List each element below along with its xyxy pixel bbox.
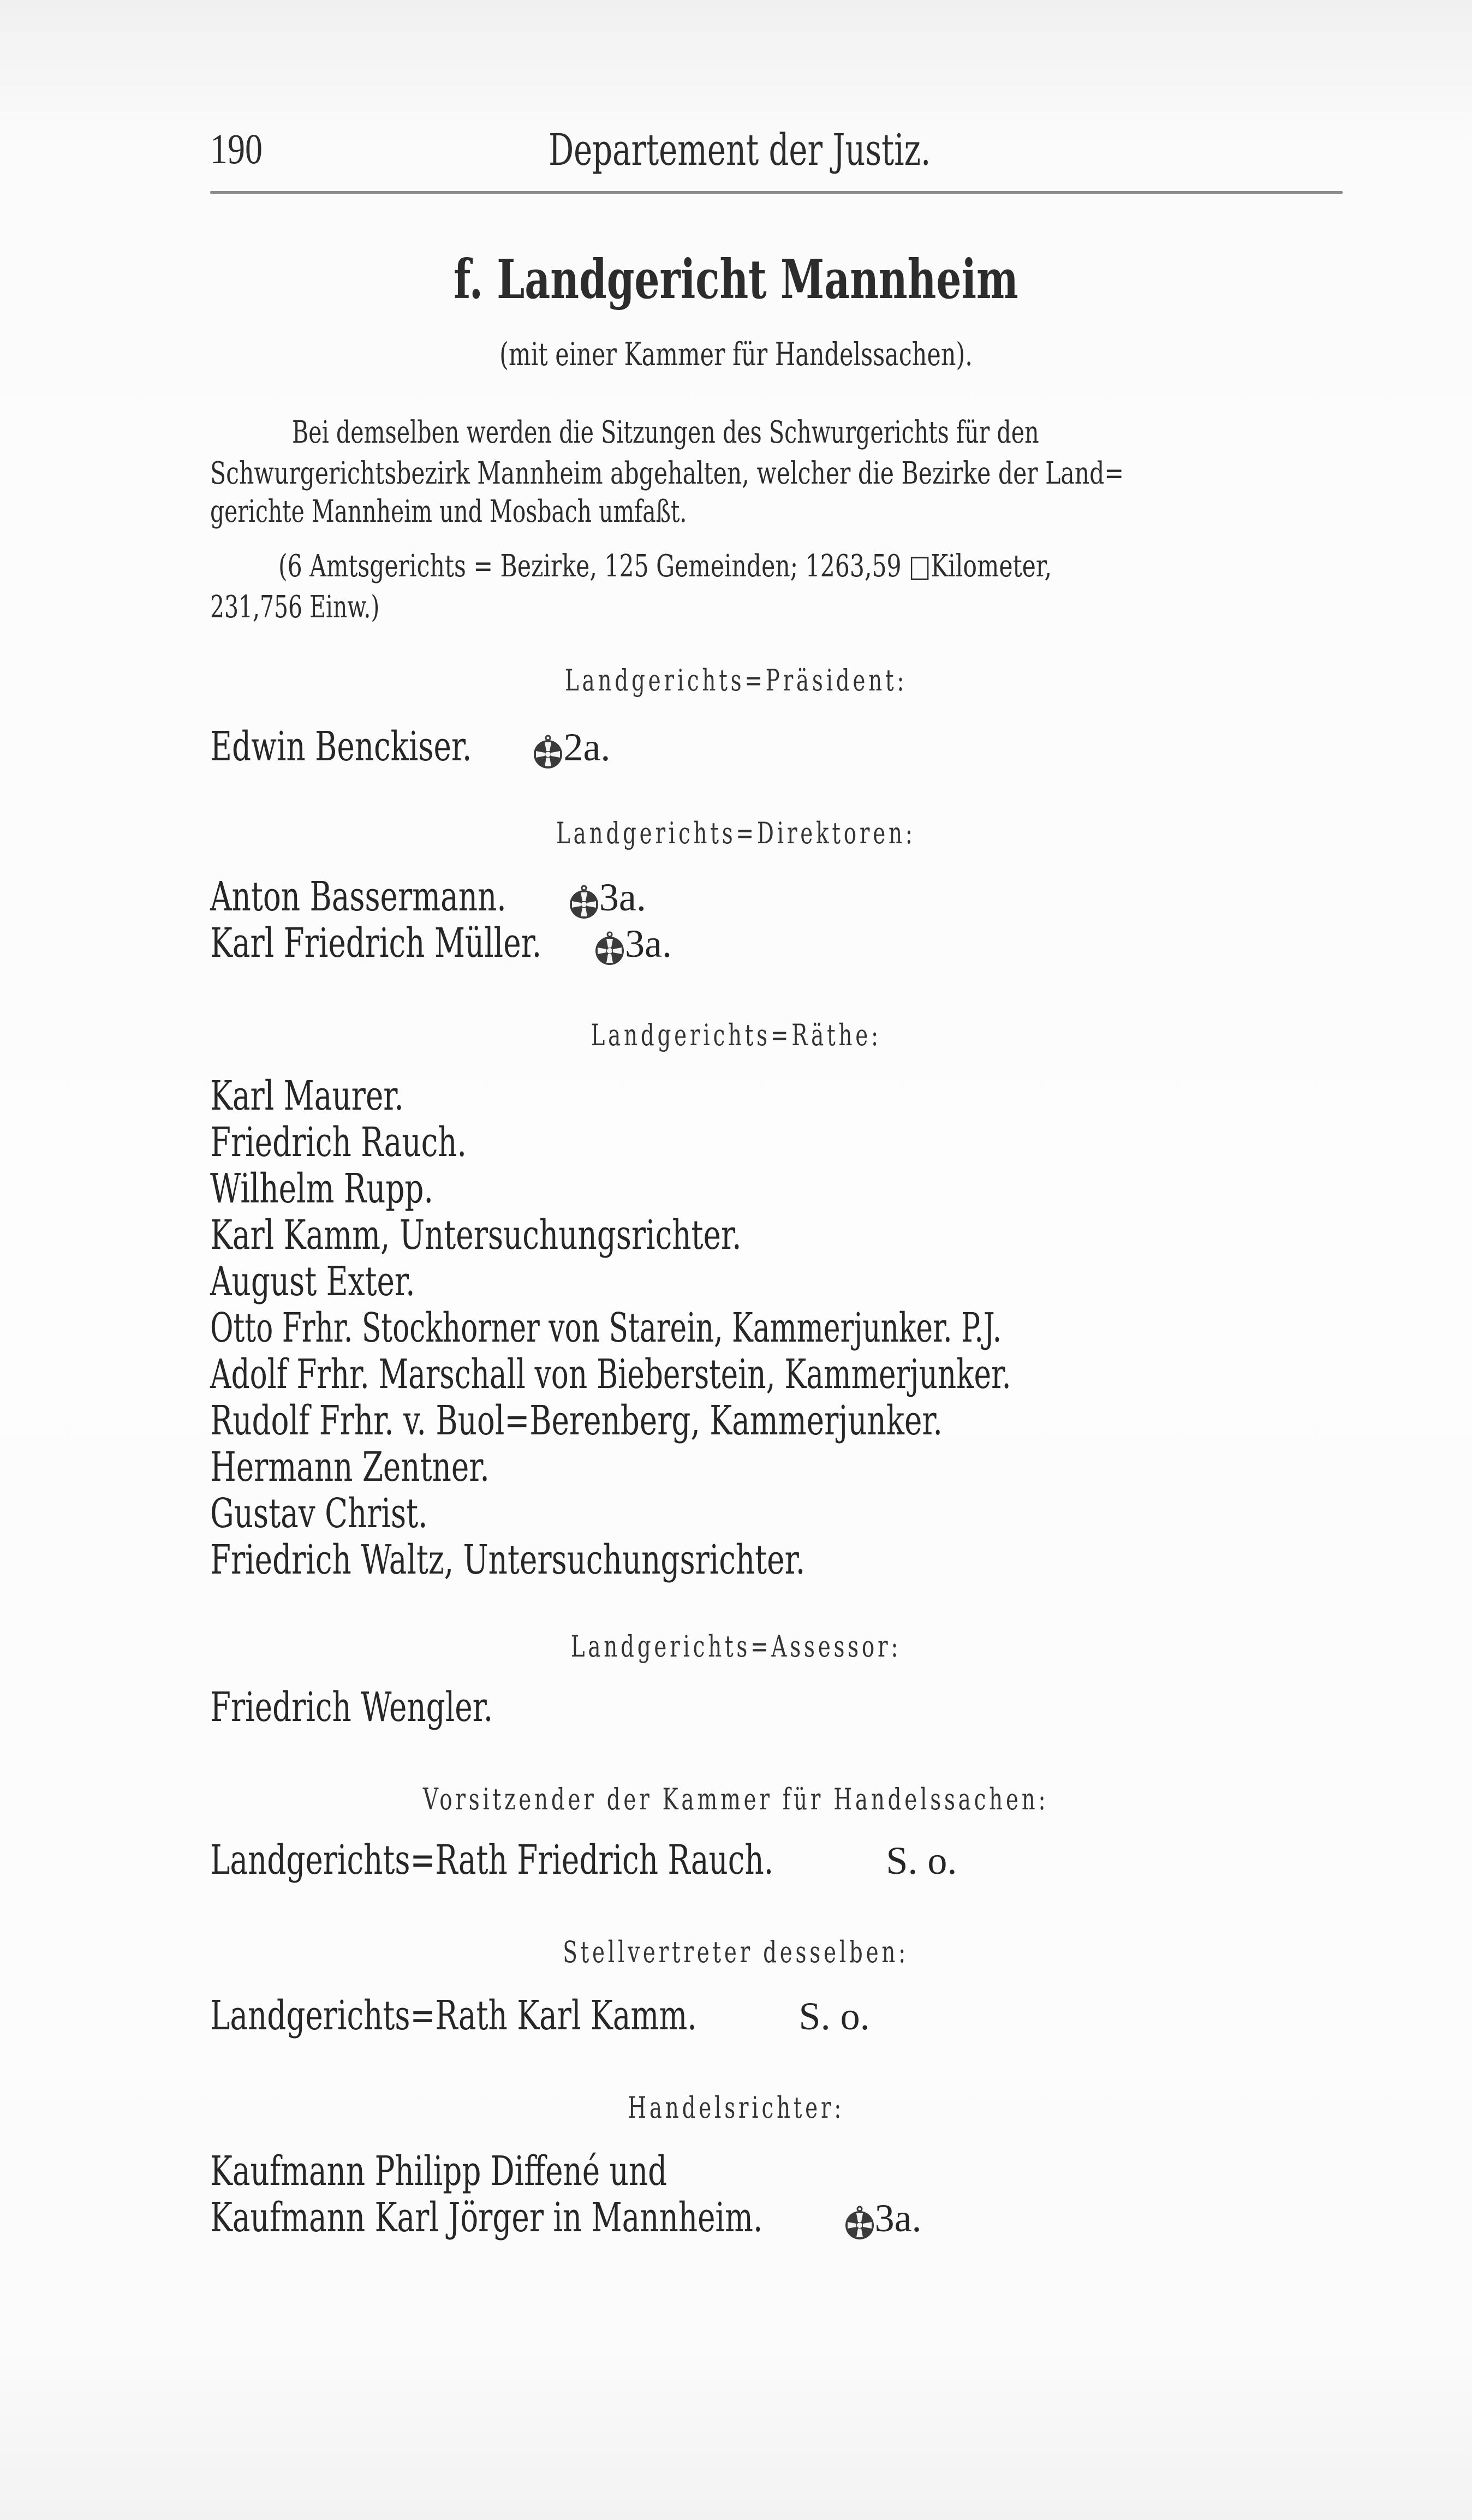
group-heading-handelsrichter: Handelsrichter: xyxy=(628,2090,844,2125)
entry-president: Edwin Benckiser. 2a. xyxy=(210,723,611,770)
medal-icon xyxy=(569,884,599,916)
group-heading-vorsitzender: Vorsitzender der Kammer für Handelssachen: xyxy=(423,1782,1049,1816)
entry-rath: Otto Frhr. Stockhorner von Starein, Kammerjunker. P.J. xyxy=(210,1304,1002,1351)
entry-handelsrichter: Kaufmann Karl Jörger in Mannheim. 3a. xyxy=(210,2194,922,2241)
page-number: 190 xyxy=(210,125,263,172)
intro-line: Schwurgerichtsbezirk Mannheim abgehalten, welcher die Bezirke der Land= xyxy=(210,456,1124,491)
stats-line: (6 Amtsgerichts = Bezirke, 125 Gemeinden; 1263,59 □Kilometer, xyxy=(278,549,1052,584)
group-heading-raethe: Landgerichts=Räthe: xyxy=(591,1018,881,1052)
see-above-note: S. o. xyxy=(886,1839,957,1882)
group-heading-assessor: Landgerichts=Assessor: xyxy=(570,1629,902,1664)
entry-rath: August Exter. xyxy=(210,1258,415,1305)
section-title: f. Landgericht Mannheim xyxy=(454,248,1018,311)
entry-assessor: Friedrich Wengler. xyxy=(210,1684,493,1731)
entry-stellvertreter: Landgerichts=Rath Karl Kamm. S. o. xyxy=(210,1992,870,2039)
medal-icon xyxy=(844,2205,875,2237)
intro-line: Bei demselben werden die Sitzungen des Schwurgerichts für den xyxy=(292,415,1039,450)
entry-rath: Friedrich Rauch. xyxy=(210,1119,467,1166)
running-title: Departement der Justiz. xyxy=(549,124,931,175)
entry-rath: Wilhelm Rupp. xyxy=(210,1165,433,1212)
entry-rath: Hermann Zentner. xyxy=(210,1444,490,1491)
entry-rath: Friedrich Waltz, Untersuchungsrichter. xyxy=(210,1536,806,1583)
group-heading-stellvertreter: Stellvertreter desselben: xyxy=(563,1935,909,1969)
entry-vorsitzender: Landgerichts=Rath Friedrich Rauch. S. o. xyxy=(210,1837,957,1884)
entry-director: Karl Friedrich Müller. 3a. xyxy=(210,920,672,967)
stats-line: 231,756 Einw.) xyxy=(210,589,380,625)
entry-handelsrichter: Kaufmann Philipp Diffené und xyxy=(210,2148,668,2195)
group-heading-direktoren: Landgerichts=Direktoren: xyxy=(556,816,916,850)
entry-director: Anton Bassermann. 3a. xyxy=(210,873,646,920)
entry-rath: Gustav Christ. xyxy=(210,1490,428,1537)
intro-line: gerichte Mannheim und Mosbach umfaßt. xyxy=(210,494,687,529)
see-above-note: S. o. xyxy=(798,1994,870,2038)
entry-rath: Adolf Frhr. Marschall von Bieberstein, Kammerjunker. xyxy=(210,1351,1011,1398)
section-subtitle: (mit einer Kammer für Handelssachen). xyxy=(499,336,973,373)
entry-rath: Rudolf Frhr. v. Buol=Berenberg, Kammerjunker. xyxy=(210,1397,943,1444)
entry-rath: Karl Maurer. xyxy=(210,1073,404,1119)
medal-icon xyxy=(533,734,563,766)
medal-icon xyxy=(594,930,625,963)
group-heading-praesident: Landgerichts=Präsident: xyxy=(564,663,908,698)
entry-rath: Karl Kamm, Untersuchungsrichter. xyxy=(210,1212,742,1259)
header-rule xyxy=(210,191,1343,194)
